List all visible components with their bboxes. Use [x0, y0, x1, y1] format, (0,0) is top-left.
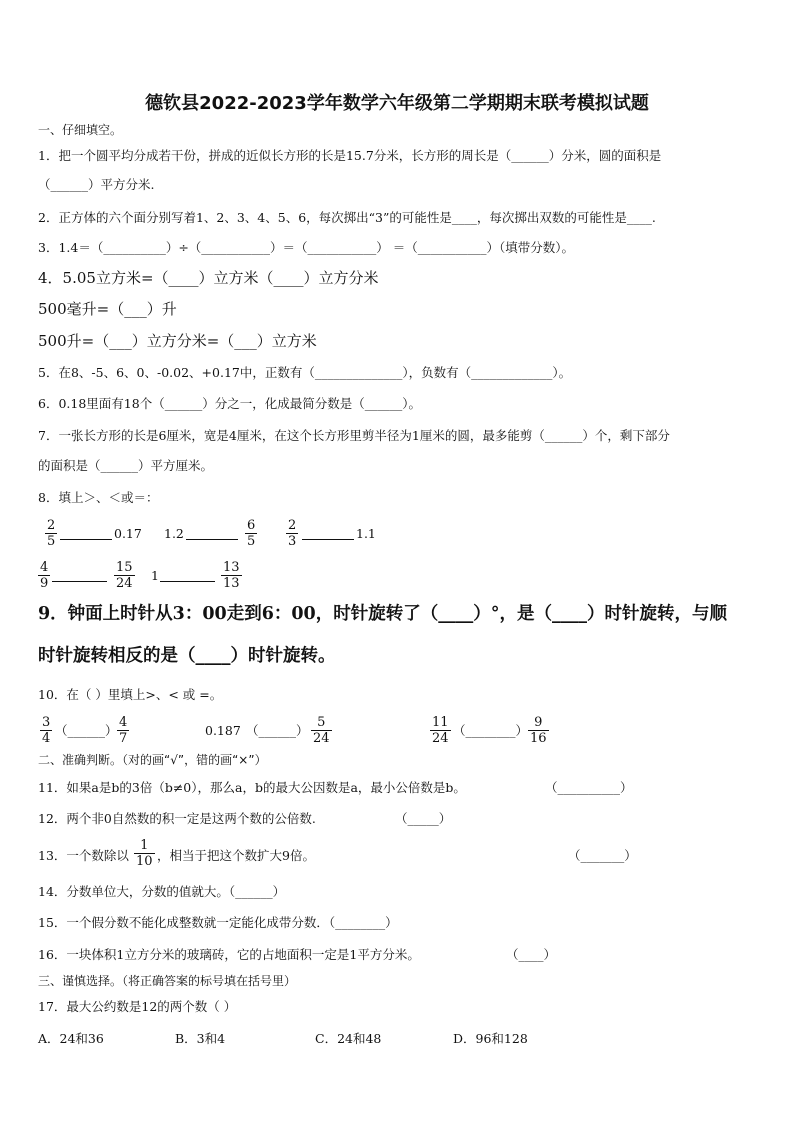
question-8-prompt: 8．填上＞、＜或＝：: [38, 490, 159, 505]
question-4-line-3: 500升=（___）立方分米=（___）立方米: [38, 332, 317, 350]
question-2: 2．正方体的六个面分别写着1、2、3、4、5、6，每次掷出“3”的可能性是____，每次掷出双数的可能性是____.: [38, 210, 656, 225]
fraction-4-7: 4 7: [119, 715, 128, 746]
fraction-9-16: 9 16: [530, 715, 547, 746]
fraction-6-5: 6 5: [247, 518, 256, 549]
question-9-line-2: 时针旋转相反的是（____）时针旋转。: [38, 646, 336, 666]
question-4-line-2: 500毫升=（___）升: [38, 300, 177, 318]
answer-blank: （__________）: [545, 780, 633, 795]
question-11: 11．如果a是b的3倍（b≠0），那么a，b的最大公因数是a，最小公倍数是b。: [38, 780, 466, 795]
value-1-2: 1.2: [164, 526, 184, 541]
option-b[interactable]: B．3和4: [175, 1031, 226, 1046]
question-10-prompt: 10．在（ ）里填上>、< 或 =。: [38, 687, 223, 702]
value-0-17: 0.17: [114, 526, 142, 541]
fraction-4-9: 4 9: [40, 560, 49, 591]
option-c[interactable]: C．24和48: [315, 1031, 382, 1046]
question-7-line-1: 7．一张长方形的长是6厘米，宽是4厘米，在这个长方形里剪半径为1厘米的圆，最多能剪（______）个，剩下部分: [38, 428, 670, 443]
fraction-11-24: 11 24: [432, 715, 449, 746]
question-16: 16．一块体积1立方分米的玻璃砖，它的占地面积一定是1平方分米。: [38, 947, 420, 962]
value-0-187: 0.187: [205, 723, 241, 738]
question-9-line-1: 9．钟面上时针从3：00走到6：00，时针旋转了（____）°，是（____）时针旋转，与顺: [38, 604, 727, 624]
option-d[interactable]: D．96和128: [453, 1031, 528, 1046]
answer-blank: （______）: [246, 723, 309, 738]
answer-blank: （_____）: [395, 811, 452, 826]
fraction-15-24: 15 24: [116, 560, 133, 591]
question-13-post: ，相当于把这个数扩大9倍。: [157, 848, 315, 863]
question-12: 12．两个非0自然数的积一定是这两个数的公倍数.: [38, 811, 316, 826]
fraction-2-5: 2 5: [47, 518, 56, 549]
fraction-2-3: 2 3: [288, 518, 297, 549]
question-7-line-2: 的面积是（______）平方厘米。: [38, 458, 214, 473]
section-heading-choice: 三、谨慎选择。（将正确答案的标号填在括号里）: [38, 974, 297, 988]
answer-blank: （________）: [453, 723, 529, 738]
fraction-13-13: 13 13: [223, 560, 240, 591]
question-3: 3．1.4＝（__________）÷（___________）＝（___________） ＝（___________）（填带分数）。: [38, 240, 575, 255]
value-1: 1: [151, 568, 159, 583]
question-6: 6．0.18里面有18个（______）分之一，化成最简分数是（______）。: [38, 396, 421, 411]
answer-blank: （_______）: [568, 848, 637, 863]
question-4-line-1: 4．5.05立方米=（____）立方米（____）立方分米: [38, 269, 379, 287]
page-title: 德钦县2022-2023学年数学六年级第二学期期末联考模拟试题: [145, 93, 649, 114]
answer-blank: （____）: [506, 947, 557, 962]
question-1-line-2: （______）平方分米.: [38, 177, 155, 192]
question-1-line-1: 1．把一个圆平均分成若干份，拼成的近似长方形的长是15.7分米，长方形的周长是（______）分米，圆的面积是: [38, 148, 662, 163]
value-1-1: 1.1: [356, 526, 376, 541]
question-15: 15．一个假分数不能化成整数就一定能化成带分数．（________）: [38, 915, 398, 930]
answer-blank: （______）: [55, 723, 118, 738]
answer-blank: [186, 539, 238, 540]
question-17: 17．最大公约数是12的两个数（ ）: [38, 999, 237, 1014]
section-heading-fill-in: 一、仔细填空。: [38, 123, 123, 137]
question-13-pre: 13．一个数除以: [38, 848, 129, 863]
option-a[interactable]: A．24和36: [38, 1031, 104, 1046]
section-heading-judgment: 二、准确判断。（对的画“√”，错的画“×”）: [38, 753, 267, 767]
question-14: 14．分数单位大，分数的值就大。（______）: [38, 884, 286, 899]
fraction-3-4: 3 4: [42, 715, 51, 746]
fraction-1-10: 1 10: [136, 838, 153, 869]
answer-blank: [60, 539, 112, 540]
answer-blank: [302, 539, 354, 540]
answer-blank: [52, 581, 107, 582]
question-5: 5．在8、-5、6、0、-0.02、+0.17中，正数有（______________），负数有（_____________）。: [38, 365, 572, 380]
answer-blank: [160, 581, 215, 582]
fraction-5-24: 5 24: [313, 715, 330, 746]
